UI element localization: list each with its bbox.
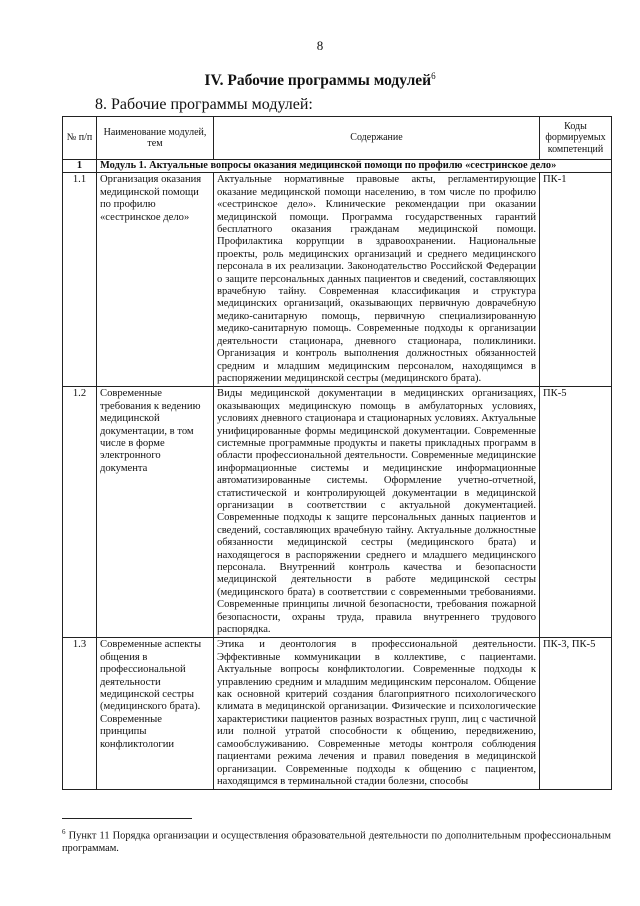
row-codes: ПК-3, ПК-5 (540, 638, 612, 790)
table-row (63, 173, 612, 387)
modules-table (62, 116, 612, 790)
footnote-marker: 6 (62, 828, 66, 836)
page-number: 8 (316, 38, 324, 53)
module-num: 1 (63, 160, 97, 173)
table-header-row (63, 117, 612, 160)
footnote-text: Пункт 11 Порядка организации и осуществления образовательной деятельности по дополнительным профессиональным программам. (62, 830, 611, 855)
module-title: Модуль 1. Актуальные вопросы оказания медицинской помощи по профилю «сестринское дело» (97, 160, 612, 173)
footnote (62, 826, 611, 855)
section-heading (0, 71, 640, 90)
row-num: 1.1 (63, 173, 97, 387)
row-content: Этика и деонтология в профессиональной деятельности. Эффективные коммуникации в коллективе, с пациентами. Актуальные вопросы конфликтологии. Современные подходы к управлению средним и младшим медицинским персоналом. Общение как основной критерий создания благоприятного психологического климата в медицинской организации. Физические и психологические характеристики пациентов разных возрастных групп, лиц с частичной или полной утратой способности к общению, передвижению, самообслуживанию. Современные методы контроля соблюдения пациентами режима лечения и правил поведения в медицинской организации. Современные подходы к общению с пациентом, находящимся в терминальной стадии болезни, способы (214, 638, 540, 790)
footnote-ref: 6 (431, 71, 436, 81)
section-heading-text: IV. Рабочие программы модулей (204, 72, 432, 90)
table-row (63, 638, 612, 790)
header-name: Наименование модулей, тем (97, 117, 214, 160)
row-codes: ПК-1 (540, 173, 612, 387)
row-codes: ПК-5 (540, 387, 612, 638)
row-name: Современные требования к ведению медицинской документации, в том числе в форме электронного документа (97, 387, 214, 638)
section-subheading: 8. Рабочие программы модулей: (95, 96, 313, 113)
row-num: 1.2 (63, 387, 97, 638)
row-num: 1.3 (63, 638, 97, 790)
row-name: Современные аспекты общения в профессиональной деятельности медицинской сестры (медицинского брата). Современные принципы конфликтологии (97, 638, 214, 790)
header-content: Содержание (214, 117, 540, 160)
row-name: Организация оказания медицинской помощи по профилю «сестринское дело» (97, 173, 214, 387)
footnote-divider (62, 818, 192, 819)
module-row (63, 160, 612, 173)
header-codes: Коды формируемых компетенций (540, 117, 612, 160)
row-content: Актуальные нормативные правовые акты, регламентирующие оказание медицинской помощи населению, в том числе по профилю «сестринское дело». Клинические рекомендации при оказании медицинской помощи. Программа государственных гарантий бесплатного оказания гражданам медицинской помощи. Профилактика коррупции в здравоохранении. Национальные проекты, роль медицинских организаций и среднего медицинского персонала в их реализации. Законодательство Российской Федерации о защите персональных данных пациентов и сведений, составляющих врачебную тайну. Современная классификация и структура медицинских организаций, оказывающих первичную доврачебную медико-санитарную помощь, первичную специализированную медико-санитарную помощь. Современные подходы к организации деятельности стационара, дневного стационара, поликлиники. Организация и контроль выполнения должностных обязанностей средним и младшим медицинским персоналом, находящимся в распоряжении медицинской сестры (медицинского брата). (214, 173, 540, 387)
row-content: Виды медицинской документации в медицинских организациях, оказывающих медицинскую помощь в амбулаторных условиях, условиях дневного стационара и стационарных условиях. Актуальные унифицированные формы медицинской документации. Современные системные программные продукты и пакеты прикладных программ в области профессиональной деятельности. Современные медицинские информационные системы и медицинские информационные автоматизированные системы. Оформление учетно-отчетной, статистической и контролирующей документации в медицинской организации в соответствии с актуальной документацией. Современные подходы к защите персональных данных пациентов и сведений, составляющих врачебную тайну. Актуальные должностные обязанности медицинской сестры (медицинского брата) и находящегося в распоряжении среднего и младшего медицинского персонала. Внутренний контроль качества и безопасности медицинской деятельности в работе медицинской сестры (медицинского брата) в соответствии с современными требованиями. Современные принципы личной безопасности, требования пожарной безопасности, охраны труда, правила внутреннего трудового распорядка. (214, 387, 540, 638)
header-num: № п/п (63, 117, 97, 160)
table-row (63, 387, 612, 638)
